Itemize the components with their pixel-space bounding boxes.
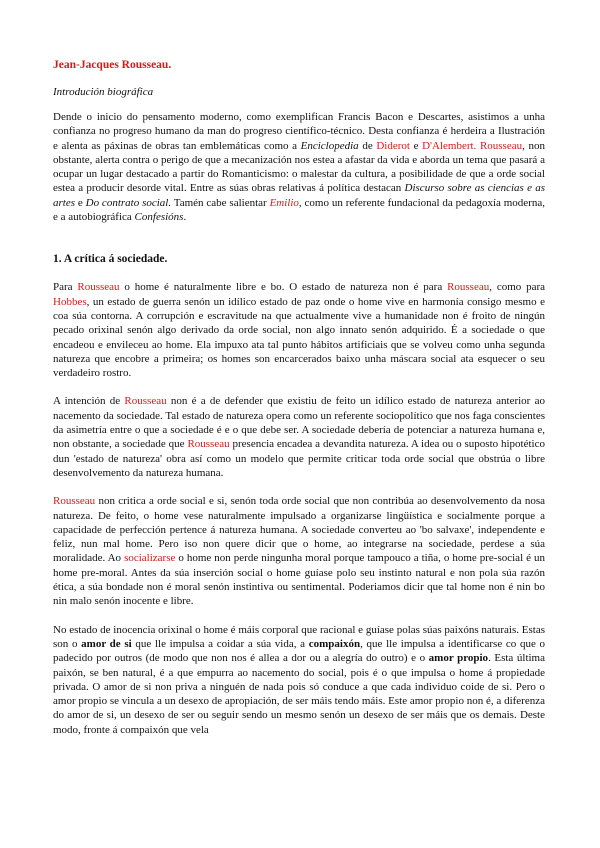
text-run: , non obstante, alerta contra o perigo de que a mecanización nos estea a afastar da vida e aborda un tema que pasará a ocupar un lugar destacado a partir do Romanticismo: o malestar da cultura, a posibilidade de que a orde social estea a producir desorde vital. Entre as súas obras relativas á política destacan (53, 139, 545, 195)
italic-text: Confesións (134, 211, 184, 224)
hyperlink[interactable]: Rousseau (77, 281, 120, 294)
hyperlink[interactable]: Emilio (269, 196, 299, 209)
text-run: . Esta última paixón, se ben natural, é a que empurra ao nacemento do social, pois é o que impulsa o home á propiedade privada. O amor de si non priva a ninguén de nada pois só conduce a que cada individuo coide de si. Pero o amor propio se vincula a un desexo de apropiación, de ser máis tendo máis. Este amor propio non é, a diferenza do amor de si, un desexo de ser ou seguir sendo un mesmo senón un desexo de ser máis que os demais. Deste modo, fronte á compaixón que vela (53, 652, 545, 736)
text-run: , que lle impulsa a identificarse co que o padecido por outros (de modo que non nos é allea a dor ou a alegría do outro) e o (53, 637, 546, 665)
bold-text: amor propio (428, 652, 489, 665)
hyperlink[interactable]: socializarse (124, 552, 176, 565)
body-paragraph (53, 623, 545, 737)
text-run: Para (53, 281, 78, 294)
italic-text: Discurso sobre as ciencias e as artes (53, 182, 545, 209)
intro-paragraph (53, 110, 545, 224)
bold-text: compaixón (308, 637, 361, 650)
document-subtitle: Introdución biográfica (53, 86, 154, 98)
text-run: de (358, 139, 377, 152)
text-run: e (409, 139, 423, 152)
text-run: Tamén cabe salientar (171, 196, 270, 209)
text-run: non critica a orde social e si, senón toda orde social que non contribúa ao desenvolvemento da nosa natureza. De feito, o home vese naturalmente impulsado a organizarse lingüística e socialmente porque a capacidade de perfección pertence á natureza humana. A sociedade converteu ao 'bo salvaxe', independente e feliz, nun mal home. Pero iso non quere dicir que o home, ao integrarse na sociedade, perdese a súa moralidade. Ao (53, 495, 545, 565)
hyperlink[interactable]: Rousseau (479, 139, 523, 152)
hyperlink[interactable]: Diderot (376, 139, 410, 152)
hyperlink[interactable]: Rousseau (447, 281, 490, 294)
italic-text: Do contrato social. (85, 196, 172, 209)
italic-text: Enciclopedia (300, 139, 359, 152)
text-run: . (183, 211, 187, 224)
text-run: A intención de (53, 395, 125, 408)
text-run: o home é naturalmente libre e bo. O estado de natureza non é para (119, 281, 448, 294)
hyperlink[interactable]: Rousseau (124, 395, 167, 408)
hyperlink[interactable]: Rousseau (53, 495, 96, 508)
document-title: Jean-Jacques Rousseau. (53, 59, 172, 71)
hyperlink[interactable]: D'Alembert. (422, 139, 477, 152)
text-run: presencia encadea a devandita natureza. A idea ou o suposto hipotético dun 'estado de natureza' obra así como un modelo que permite criticar toda orde social que obstrúa o libre desenvolvemento da natureza humana. (53, 438, 545, 479)
body-paragraph (53, 494, 545, 608)
section-heading: 1. A crítica á sociedade. (53, 253, 168, 266)
text-run: e (75, 196, 86, 209)
text-run: , como para (489, 281, 546, 294)
text-run: que lle impulsa a coidar a súa vida, a (131, 637, 309, 650)
hyperlink[interactable]: Rousseau (187, 438, 230, 451)
text-run: o home non perde ningunha moral porque tampouco a tiña, o home pre-social é un home pre-moral. Antes da súa inserción social o home guíase polo seu instinto natural e non pola súa razón ética, a súa bondade non é moral senón instintiva ou sentimental. Poderiamos dicir que tal home non é nin bo nin malo senón inocente e libre. (53, 552, 545, 608)
text-run: non é a de defender que existiu de feito un idílico estado de natureza anterior ao nacemento da sociedade. Tal estado de natureza opera como un referente sociopolítico que nos faga conscientes da asimetría entre o que a sociedade é e o que debe ser. A sociedade debería de potenciar a natureza humana e, non obstante, a sociedade que (53, 395, 545, 451)
text-run: , un estado de guerra senón un idílico estado de paz onde o home vive en harmonía consigo mesmo e coa súa contorna. A corrupción e escravitude na que actualmente vive a humanidade non é froito de ningún pecado orixinal senón algo derivado da orde social, non algo innato senón adquirido. É a sociedade o que encadeou e envileceu ao home. Ela impuxo ata tal punto hábitos artificiais que se volveu como unha segunda natureza que encobre a primeira; os homes son encarcerados baixo unha máscara social ata esquecer o seu verdadeiro rostro. (53, 295, 545, 380)
body-paragraph (53, 280, 545, 380)
text-run: No estado de inocencia orixinal o home é máis corporal que racional e guíase polas súas paixóns naturais. Estas son o (53, 623, 545, 650)
text-run: Dende o inicio do pensamento moderno, como exemplifican Francis Bacon e Descartes, asistimos a unha confianza no progreso humano da man do progreso científico-técnico. Desta confianza é herdeira a Ilustración e alenta as páxinas de obras tan emblemáticas como a (53, 111, 545, 152)
bold-text: amor de si (81, 637, 132, 650)
document-page (53, 58, 545, 737)
hyperlink[interactable]: Hobbes (53, 295, 87, 308)
body-paragraph (53, 394, 545, 480)
text-run: , como un referente fundacional da pedagoxía moderna, e a autobiográfica (53, 196, 545, 224)
